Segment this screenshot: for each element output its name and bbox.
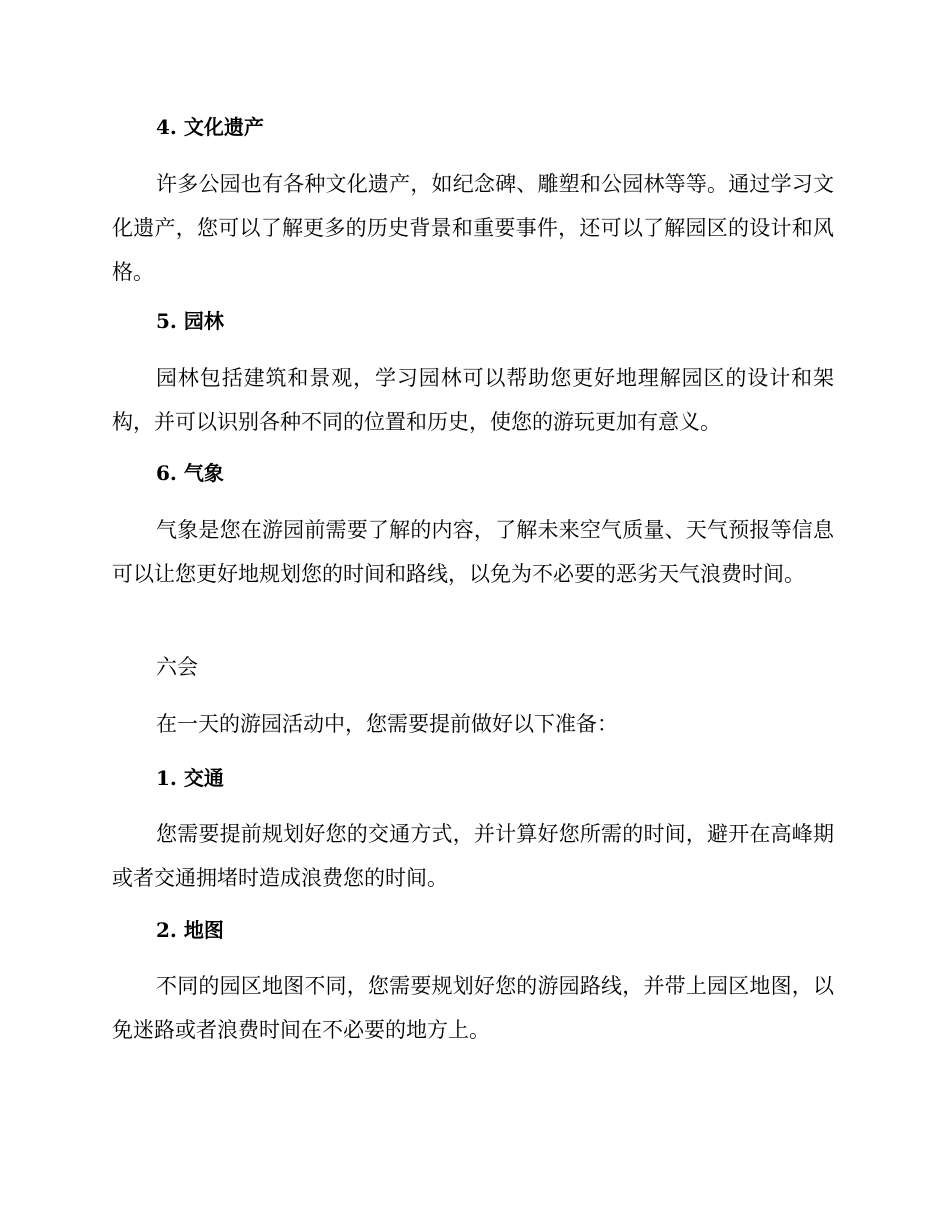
section-body-gardens: 园林包括建筑和景观，学习园林可以帮助您更好地理解园区的设计和架构，并可以识别各种不同的位置和历史，使您的游玩更加有意义。: [112, 366, 834, 434]
liuhui-title: 六会: [156, 655, 198, 679]
prep-body-transport: 您需要提前规划好您的交通方式，并计算好您所需的时间，避开在高峰期或者交通拥堵时造成浪费您的时间。: [112, 822, 834, 890]
prep-heading-transport: 1. 交通: [156, 766, 224, 790]
section-heading-cultural-heritage: 4. 文化遗产: [156, 115, 264, 139]
section-heading-gardens: 5. 园林: [156, 309, 224, 333]
section-heading-weather: 6. 气象: [156, 461, 224, 485]
prep-heading-map: 2. 地图: [156, 918, 224, 942]
prep-body-map: 不同的园区地图不同，您需要规划好您的游园路线，并带上园区地图，以免迷路或者浪费时间在不必要的地方上。: [112, 974, 834, 1042]
section-body-weather: 气象是您在游园前需要了解的内容，了解未来空气质量、天气预报等信息可以让您更好地规划您的时间和路线，以免为不必要的恶劣天气浪费时间。: [112, 518, 834, 586]
liuhui-intro: 在一天的游园活动中，您需要提前做好以下准备：: [156, 712, 618, 736]
section-body-cultural-heritage: 许多公园也有各种文化遗产，如纪念碑、雕塑和公园林等等。通过学习文化遗产，您可以了解更多的历史背景和重要事件，还可以了解园区的设计和风格。: [112, 172, 834, 284]
